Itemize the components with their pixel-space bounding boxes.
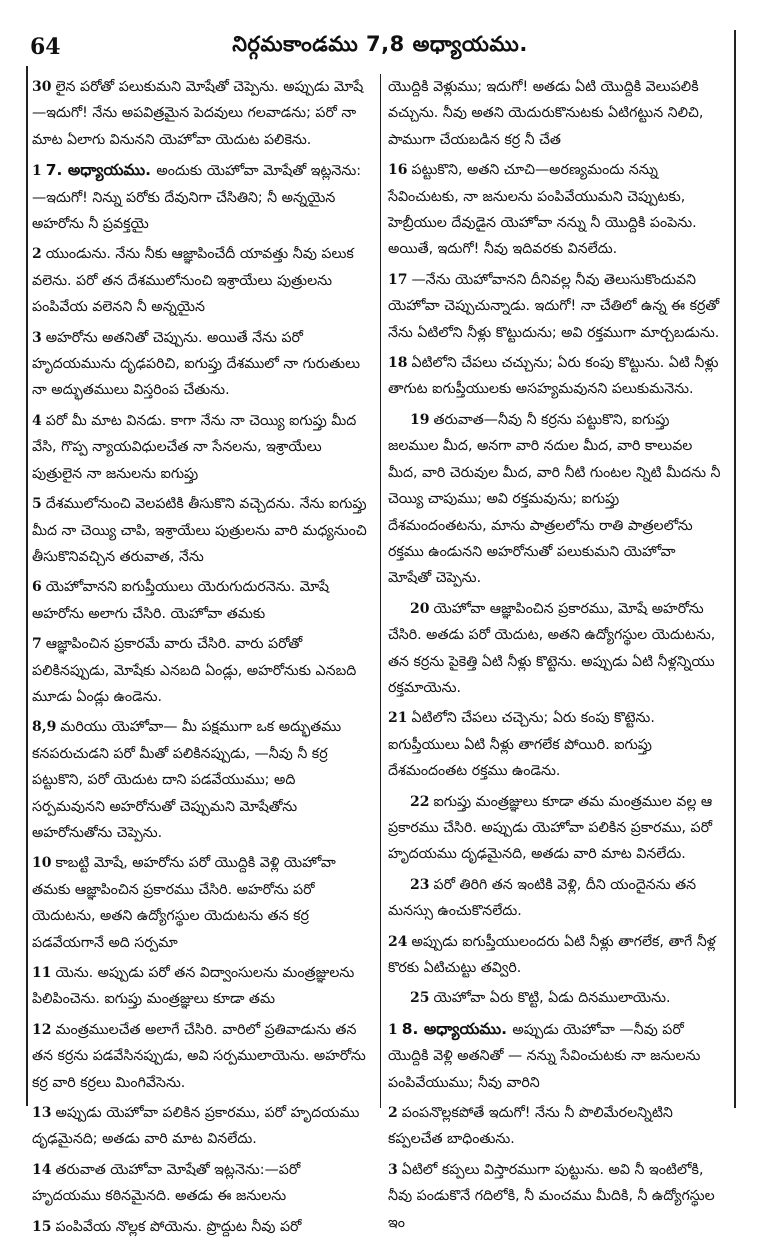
verse-text: అహరోను అతనితో చెప్పును. అయితే నేను పరో హృదయమును దృఢపరిచి, ఐగుప్తు దేశములో నా గురుతులు నా అద్భుతములు విస్తరింప చేతును.: [32, 329, 361, 399]
verse-number: 21: [388, 710, 408, 727]
page-header: [22, 30, 738, 70]
verse-number: 25: [410, 990, 430, 1007]
right-border-rule: [734, 30, 736, 1108]
verse-number: 18: [388, 355, 408, 372]
verse-number: 5: [32, 496, 42, 513]
verse-number: 1: [32, 163, 42, 180]
verse-number: 4: [32, 412, 42, 429]
verse-paragraph: [388, 872, 722, 925]
verse-number: 1: [388, 1021, 398, 1038]
verse-number: 17: [388, 271, 408, 288]
verse-number: 24: [388, 933, 408, 950]
verse-number: 30: [32, 79, 52, 95]
verse-text: తరువాత—నీవు నీ కర్రను పట్టుకొని, ఐగుప్తు జలముల మీద, అనగా వారి నదుల మీద, వారి కాలువల మీద, వారి చెరువుల మీద, వారి నీటి గుంటల న్నిటి మీదను నీ చెయ్యి చాపుము; అవి రక్తమవును; ఐగుప్తు దేశమందంతటను, మాను పాత్రలలోను రాతి పాత్రలలోను రక్తము ఉండునని అహరోనుతో పలుకుమని యెహోవా మోషేతో చెప్పెను.: [388, 411, 721, 587]
verse-number: 7: [32, 636, 42, 653]
verse-number: 3: [388, 1161, 398, 1178]
chapter-heading: 8. అధ్యాయము.: [401, 1019, 513, 1038]
verse-paragraph: [32, 631, 370, 710]
verse-paragraph: [388, 1100, 722, 1153]
verse-text: —నేను యెహోవానని దీనివల్ల నీవు తెలుసుకొందువని యెహోవా చెప్పుచున్నాడు. ఇదుగో! నా చేతిలో ఉన్న ఈ కర్రతో నేను ఏటిలోని నీళ్లు కొట్టుదును; అవి రక్తముగా మార్చబడును.: [388, 271, 720, 341]
verse-text: పరో మీ మాట వినడు. కాగా నేను నా చెయ్యి ఐగుప్తు మీద వేసి, గొప్ప న్యాయవిధులచేత నా సేనలను, ఇశ్రాయేలు పుత్రులైన నా జనులను ఐగుప్తు: [32, 412, 357, 482]
verse-number: 2: [388, 1105, 398, 1122]
verse-paragraph: [388, 1016, 722, 1096]
verse-text: అందుకు యెహోవా మోషేతో ఇట్లనెను:—ఇదుగో! నిన్ను పరోకు దేవునిగా చేసితిని; నీ అన్నయైన అహరోను నీ ప్రవక్తయై: [32, 163, 362, 233]
verse-paragraph: [32, 1100, 370, 1153]
column-divider: [380, 74, 381, 1108]
verse-text: యెను. అప్పుడు పరో తన విద్వాంసులను మంత్రజ్ఞులను పిలిపించెను. ఐగుప్తు మంత్రజ్ఞులు కూడా తమ: [32, 965, 355, 1008]
verse-text: యెహోవానని ఐగుప్తీయులు యెరుగుదురనెను. మోషే అహరోను అలాగు చేసిరి. యెహోవా తమకు: [32, 579, 330, 622]
verse-text: పంపివేయ నొల్లక పోయెను. ప్రొద్దుట నీవు పరో: [55, 1218, 302, 1235]
page: [22, 30, 738, 1235]
verse-paragraph: [388, 789, 722, 868]
verse-number: 23: [410, 876, 430, 893]
verse-text: దేశములోనుంచి వెలపటికి తీసుకొని వచ్చెదను. నేను ఐగుప్తు మీద నా చెయ్యి చాపి, ఇశ్రాయేలు పుత్రులను వారి మధ్యనుంచి తీసుకొనివచ్చిన తరువాత, నేను: [32, 496, 367, 565]
verse-paragraph: [388, 407, 722, 592]
verse-number: 2: [32, 246, 42, 263]
right-column: [388, 74, 722, 1231]
verse-number: 14: [32, 1161, 52, 1178]
verse-text: పంపనొల్లకపోతే ఇదుగో! నేను నీ పొలిమేరలన్నిటిని కప్పలచేత బాధింతును.: [388, 1105, 673, 1148]
verse-text: అప్పుడు యెహోవా పలికిన ప్రకారము, పరో హృదయము దృఢమైనది; అతడు వారి మాట వినలేదు.: [32, 1105, 360, 1148]
verse-paragraph: [32, 325, 370, 404]
verse-text: కాబట్టి మోషే, అహరోను పరో యొద్దికి వెళ్లి యెహోవా తమకు ఆజ్ఞాపించిన ప్రకారము చేసిరి. అహరోను పరో యెదుటను, అతని ఉద్యోగస్థుల యెదుటను తన కర్ర పడవేయగానే అది సర్పమా: [32, 855, 336, 951]
verse-paragraph: [32, 850, 370, 956]
verse-text: ఏటిలోని చేపలు చచ్చెను; ఏరు కంపు కొట్టెను. ఐగుప్తీయులు ఏటి నీళ్లు తాగలేక పోయిరి. ఐగుప్తు దేశమందంతట రక్తము ఉండెను.: [388, 710, 655, 780]
verse-paragraph: [32, 1157, 370, 1210]
verse-paragraph: [32, 157, 370, 237]
verse-paragraph: [32, 960, 370, 1013]
verse-paragraph: [388, 267, 722, 346]
verse-paragraph: [32, 1214, 370, 1240]
left-border-rule: [26, 66, 28, 1106]
running-title: నిర్గమకాండము 7,8 అధ్యాయము.: [232, 32, 528, 56]
verse-number: 19: [410, 411, 430, 428]
verse-paragraph: [388, 1157, 722, 1236]
verse-paragraph: [32, 74, 370, 153]
verse-paragraph: [32, 574, 370, 627]
verse-number: 13: [32, 1105, 52, 1122]
verse-number: 8,9: [32, 719, 57, 736]
verse-number: 12: [32, 1021, 52, 1038]
verse-text: ఏటిలో కప్పలు విస్తారముగా పుట్టును. అవి నీ ఇంటిలోకి, నీవు పండుకొనే గదిలోకి, నీ మంచము మీదికి, నీ ఉద్యోగస్థుల ఇం: [388, 1161, 715, 1231]
verse-number: 15: [32, 1218, 52, 1235]
verse-paragraph: [32, 408, 370, 487]
verse-number: 22: [410, 793, 430, 810]
verse-text: అప్పుడు యెహోవా —నీవు పరో యొద్దికి వెళ్లి అతనితో — నన్ను సేవించుటకు నా జనులను పంపివేయుము; నీవు వారిని: [388, 1021, 701, 1091]
verse-text: యొద్దికి వెళ్లుము; ఇదుగో! అతడు ఏటి యొద్దికి వెలుపలికి వచ్చును. నీవు అతని యెదురుకొనుటకు ఏటిగట్టున నిలిచి, పాముగా చేయబడిన కర్ర నీ చేత: [388, 79, 704, 148]
page-number: 64: [30, 34, 61, 60]
verse-paragraph: [32, 714, 370, 846]
verse-paragraph: [388, 596, 722, 702]
verse-text: తరువాత యెహోవా మోషేతో ఇట్లనెను:—పరో హృదయము కఠినమైనది. అతడు ఈ జనులను: [32, 1161, 301, 1205]
verse-text: ఐగుప్తు మంత్రజ్ఞులు కూడా తమ మంత్రముల వల్ల ఆ ప్రకారము చేసిరి. అప్పుడు యెహోవా పలికిన ప్రకారము, పరో హృదయము దృఢమైనది, అతడు వారి మాట వినలేదు.: [388, 793, 713, 863]
verse-text: యెహోవా ఏరు కొట్టి, ఏడు దినములాయెను.: [433, 990, 671, 1007]
verse-paragraph: [388, 705, 722, 784]
verse-text: పరో తిరిగి తన ఇంటికి వెళ్లి, దీని యందైనను తన మనస్సు ఉంచుకొనలేదు.: [388, 876, 697, 920]
verse-text: మరియు యెహోవా— మీ పక్షముగా ఒక అద్భుతము కనపరుచుడని పరో మీతో పలికినప్పుడు, —నీవు నీ కర్ర పట్టుకొని, పరో యెదుట దాని పడవేయుము; అది సర్పమవునని అహరోనుతో చెప్పుమని మోషేతోను అహరోనుతోను చెప్పెను.: [32, 719, 342, 841]
verse-paragraph: [388, 929, 722, 982]
verse-text: ఏటిలోని చేపలు చచ్చును; ఏరు కంపు కొట్టును. ఏటి నీళ్లు తాగుట ఐగుప్తీయులకు అసహ్యమవునని పలుకుమనెను.: [388, 355, 719, 398]
verse-paragraph: [32, 1017, 370, 1096]
verse-paragraph: [388, 157, 722, 263]
verse-paragraph: [32, 491, 370, 570]
chapter-heading: 7. అధ్యాయము.: [45, 161, 157, 180]
verse-paragraph: [388, 350, 722, 403]
verse-number: 3: [32, 329, 42, 346]
verse-paragraph: [32, 241, 370, 320]
verse-text: ఆజ్ఞాపించిన ప్రకారమే వారు చేసిరి. వారు పరోతో పలికినప్పుడు, మోషేకు ఎనబది ఏండ్లు, అహరోనుకు ఎనబది మూడు ఏండ్లు ఉండెను.: [32, 636, 357, 705]
verse-number: 16: [388, 162, 408, 179]
verse-text: లైన పరోతో పలుకుమని మోషేతో చెప్పెను. అప్పుడు మోషే—ఇదుగో! నేను అపవిత్రమైన పెదవులు గలవాడను; పరో నా మాట ఏలాగు వినునని యెహోవా యెదుట పలికెను.: [32, 79, 364, 148]
verse-number: 10: [32, 855, 52, 872]
verse-number: 20: [410, 600, 430, 617]
verse-paragraph: [388, 985, 722, 1011]
verse-text: మంత్రములచేత అలాగే చేసిరి. వారిలో ప్రతివాడును తన తన కర్రను పడవేసినప్పుడు, అవి సర్పములాయెను. అహరోను కర్ర వారి కర్రలు మింగివేసెను.: [32, 1021, 366, 1091]
verse-text: యెహోవా ఆజ్ఞాపించిన ప్రకారము, మోషే అహరోను చేసిరి. అతడు పరో యెదుట, అతని ఉద్యోగస్థుల యెదుటను, తన కర్రను పైకెత్తి ఏటి నీళ్లు కొట్టెను. అప్పుడు ఏటి నీళ్లన్నియు రక్తమాయెను.: [388, 600, 716, 696]
left-column: [32, 74, 370, 1235]
verse-paragraph: [388, 74, 722, 153]
verse-number: 6: [32, 579, 42, 596]
verse-number: 11: [32, 965, 52, 981]
verse-text: యుండును. నేను నీకు ఆజ్ఞాపించేదీ యావత్తు నీవు పలుక వలెను. పరో తన దేశములోనుంచి ఇశ్రాయేలు పుత్రులను పంపివేయ వలెనని నీ అన్నయైన: [32, 246, 354, 316]
verse-text: అప్పుడు ఐగుప్తీయులందరు ఏటి నీళ్లు తాగలేక, తాగే నీళ్ల కొరకు ఏటిచుట్టు తవ్విరి.: [388, 933, 716, 976]
verse-text: పట్టుకొని, అతని చూచి—అరణ్యమందు నన్ను సేవించుటకు, నా జనులను పంపివేయుమని చెప్పుటకు, హెబ్రీయుల దేవుడైన యెహోవా నన్ను నీ యొద్దికి పంపెను. అయితే, ఇదుగో! నీవు ఇదివరకు వినలేదు.: [388, 162, 697, 258]
